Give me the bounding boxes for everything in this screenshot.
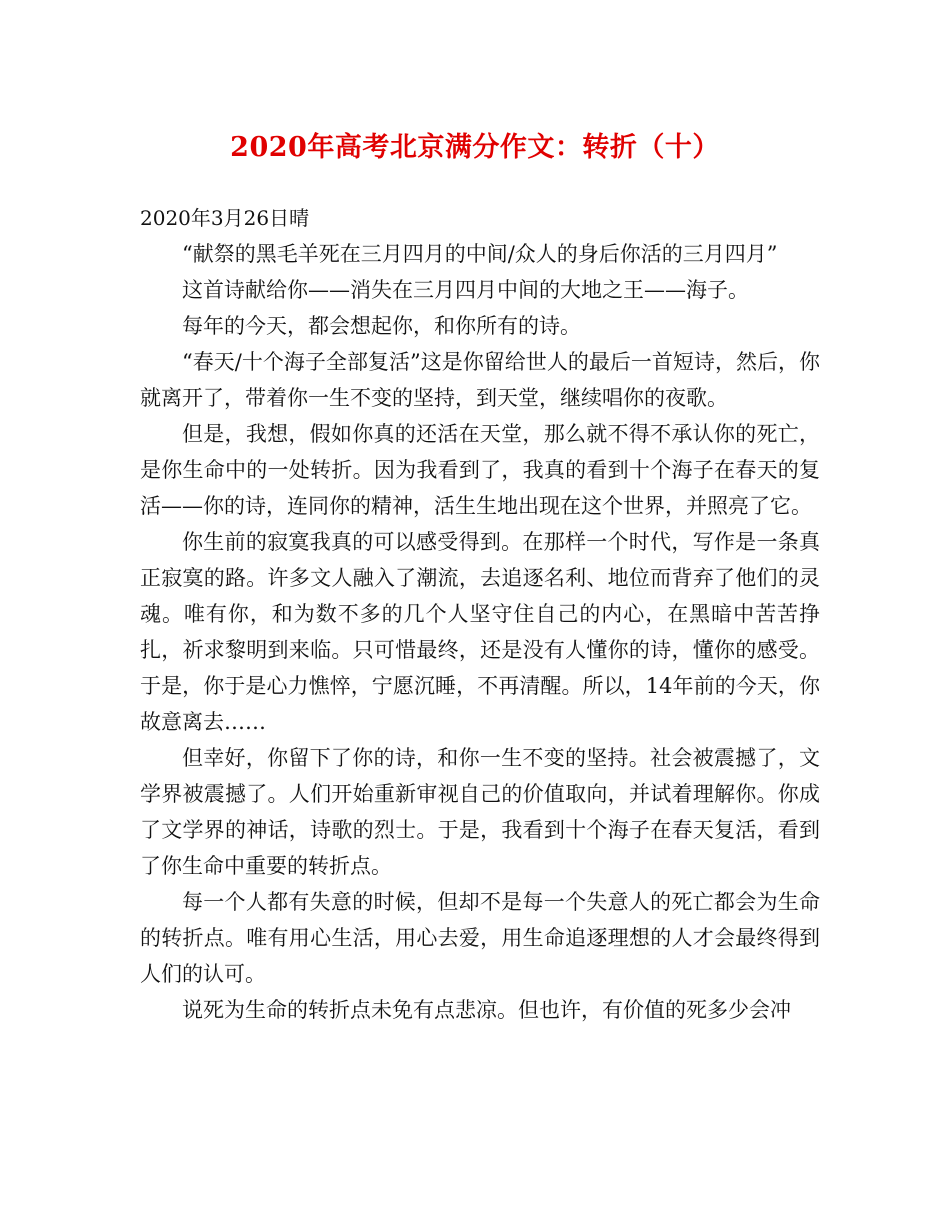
paragraph: 这首诗献给你——消失在三月四月中间的大地之王——海子。	[182, 278, 749, 302]
date-line: 2020年3月26日晴	[140, 206, 310, 230]
paragraph: “献祭的黑毛羊死在三月四月的中间/众人的身后你活的三月四月”	[182, 242, 778, 266]
paragraph: 你生前的寂寞我真的可以感受得到。在那样一个时代，写作是一条真正寂寞的路。许多文人融入了潮流，去追逐名利、地位而背弃了他们的灵魂。唯有你，和为数不多的几个人坚守住自己的内心，在黑暗中苦苦挣扎，祈求黎明到来临。只可惜最终，还是没有人懂你的诗，懂你的感受。于是，你于是心力憔悴，宁愿沉睡，不再清醒。所以，14年前的今天，你故意离去……	[140, 530, 820, 734]
paragraph: 但是，我想，假如你真的还活在天堂，那么就不得不承认你的死亡，是你生命中的一处转折。因为我看到了，我真的看到十个海子在春天的复活——你的诗，连同你的精神，活生生地出现在这个世界，并照亮了它。	[140, 422, 820, 518]
paragraph: 说死为生命的转折点未免有点悲凉。但也许，有价值的死多少会冲	[182, 998, 791, 1022]
paragraph: 但幸好，你留下了你的诗，和你一生不变的坚持。社会被震撼了，文学界被震撼了。人们开始重新审视自己的价值取向，并试着理解你。你成了文学界的神话，诗歌的烈士。于是，我看到十个海子在春天复活，看到了你生命中重要的转折点。	[140, 746, 820, 878]
document-body	[140, 200, 820, 1028]
document-title: 2020年高考北京满分作文：转折（十）	[230, 132, 720, 163]
paragraph: “春天/十个海子全部复活”这是你留给世人的最后一首短诗，然后，你就离开了，带着你一生不变的坚持，到天堂，继续唱你的夜歌。	[140, 350, 820, 410]
paragraph: 每年的今天，都会想起你，和你所有的诗。	[182, 314, 581, 338]
paragraph: 每一个人都有失意的时候，但却不是每一个失意人的死亡都会为生命的转折点。唯有用心生活，用心去爱，用生命追逐理想的人才会最终得到人们的认可。	[140, 890, 820, 986]
